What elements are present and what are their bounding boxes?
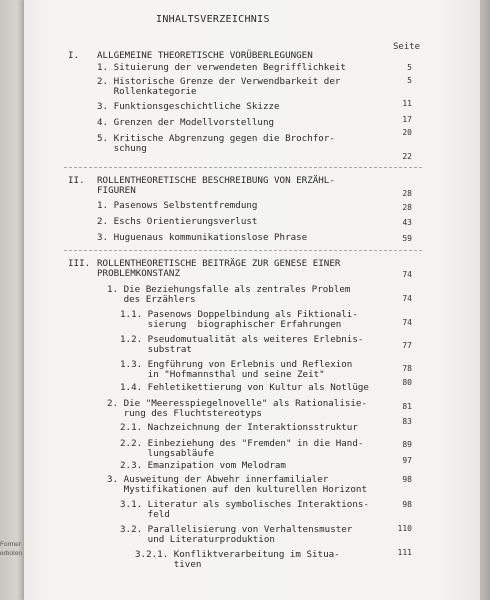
adjacent-page-edge (0, 0, 24, 600)
toc-entry: 1. Pasenows Selbstentfremdung (97, 200, 258, 211)
toc-page-number: 97 (402, 456, 412, 465)
toc-entry: 2.2. Einbeziehung des "Fremden" in die Hand- (120, 438, 364, 449)
section-heading: ROLLENTHEORETISCHE BEITRÄGE ZUR GENESE EINER (97, 258, 341, 269)
toc-page-number: 5 (407, 63, 412, 72)
toc-entry-continuation: substrat (120, 344, 192, 355)
toc-page-number: 78 (402, 364, 412, 373)
toc-entry: 2.3. Emanzipation vom Melodram (120, 460, 286, 471)
toc-page-number: 98 (402, 500, 412, 509)
section-divider (64, 167, 422, 168)
toc-page-number: 20 (402, 128, 412, 137)
book-edge (480, 0, 490, 600)
section-heading: ROLLENTHEORETISCHE BESCHREIBUNG VON ERZÄHL- (97, 175, 335, 186)
toc-entry: 3.2. Parallelisierung von Verhaltensmuster (120, 524, 353, 535)
section-divider (64, 250, 422, 251)
toc-page-number: 43 (402, 218, 412, 227)
toc-entry: 5. Kritische Abgrenzung gegen die Brochfor- (97, 133, 335, 144)
section-numeral: II. (68, 175, 85, 186)
toc-entry: 1.4. Fehletikettierung von Kultur als Notlüge (120, 382, 369, 393)
toc-page-number: 11 (402, 99, 412, 108)
toc-entry-continuation: schung (97, 143, 147, 154)
toc-entry-continuation: lungsabläufe (120, 448, 215, 459)
toc-page-number: 110 (397, 524, 412, 533)
toc-page-number: 74 (402, 294, 412, 303)
page-title: INHALTSVERZEICHNIS (156, 14, 270, 25)
adjacent-page-text (0, 540, 24, 600)
toc-entry: 2. Historische Grenze der Verwendbarkeit der (97, 76, 341, 87)
toc-entry-continuation: feld (120, 509, 170, 520)
toc-entry: 3. Ausweitung der Abwehr innerfamilialer (107, 474, 329, 485)
toc-entry-continuation: des Erzählers (107, 294, 196, 305)
toc-page-number: 74 (402, 318, 412, 327)
section-heading-continuation: PROBLEMKONSTANZ (97, 268, 180, 279)
toc-entry: 1. Die Beziehungsfalle als zentrales Problem (107, 284, 351, 295)
toc-page-number: 77 (402, 341, 412, 350)
adjacent-page-line: Former (0, 541, 21, 548)
toc-entry: 4. Grenzen der Modellvorstellung (97, 117, 275, 128)
toc-entry: 2. Die "Meeresspiegelnovelle" als Rationalisie- (107, 398, 367, 409)
toc-entry-continuation: sierung biographischer Erfahrungen (120, 319, 342, 330)
toc-page-number: 83 (402, 417, 412, 426)
toc-page-number: 89 (402, 440, 412, 449)
toc-entry: 3.1. Literatur als symbolisches Interaktions- (120, 499, 369, 510)
toc-entry: 1.2. Pseudomutualität als weiteres Erlebnis- (120, 334, 364, 345)
toc-entry: 1. Situierung der verwendeten Begrifflichkeit (97, 62, 346, 73)
toc-page-number: 28 (402, 189, 412, 198)
toc-page-number: 81 (402, 402, 412, 411)
toc-entry-continuation: Mystifikationen auf den kulturellen Horizont (107, 484, 367, 495)
toc-entry-continuation: tiven (135, 559, 202, 570)
adjacent-page-line: erboten (0, 550, 23, 557)
toc-page-number: 59 (402, 234, 412, 243)
section-numeral: III. (68, 258, 91, 269)
section-heading: ALLGEMEINE THEORETISCHE VORÜBERLEGUNGEN (97, 50, 313, 61)
toc-entry-continuation: Rollenkategorie (97, 86, 197, 97)
toc-entry-continuation: und Literaturproduktion (120, 534, 275, 545)
toc-entry: 2. Eschs Orientierungsverlust (97, 216, 258, 227)
toc-entry: 2.1. Nachzeichnung der Interaktionsstruktur (120, 422, 358, 433)
toc-entry: 1.1. Pasenows Doppelbindung als Fiktionali- (120, 309, 358, 320)
toc-entry: 3. Huguenaus kommunikationslose Phrase (97, 232, 308, 243)
toc-page-number: 80 (402, 378, 412, 387)
toc-page-number: 74 (402, 270, 412, 279)
section-numeral: I. (68, 50, 80, 61)
toc-page-number: 28 (402, 203, 412, 212)
toc-page-number: 111 (397, 548, 412, 557)
toc-entry: 1.3. Engführung von Erlebnis und Reflexion (120, 359, 353, 370)
page-column-label: Seite (393, 42, 421, 52)
toc-page-number: 17 (402, 115, 412, 124)
section-heading-continuation: FIGUREN (97, 185, 136, 196)
toc-entry-continuation: rung des Fluchtstereotyps (107, 408, 262, 419)
toc-entry: 3.2.1. Konfliktverarbeitung im Situa- (135, 549, 340, 560)
toc-page-number: 22 (402, 152, 412, 161)
toc-page-number: 5 (407, 76, 412, 85)
toc-entry: 3. Funktionsgeschichtliche Skizze (97, 101, 280, 112)
toc-page-number: 98 (402, 475, 412, 484)
toc-entry-continuation: in "Hofmannsthal und seine Zeit" (120, 369, 325, 380)
